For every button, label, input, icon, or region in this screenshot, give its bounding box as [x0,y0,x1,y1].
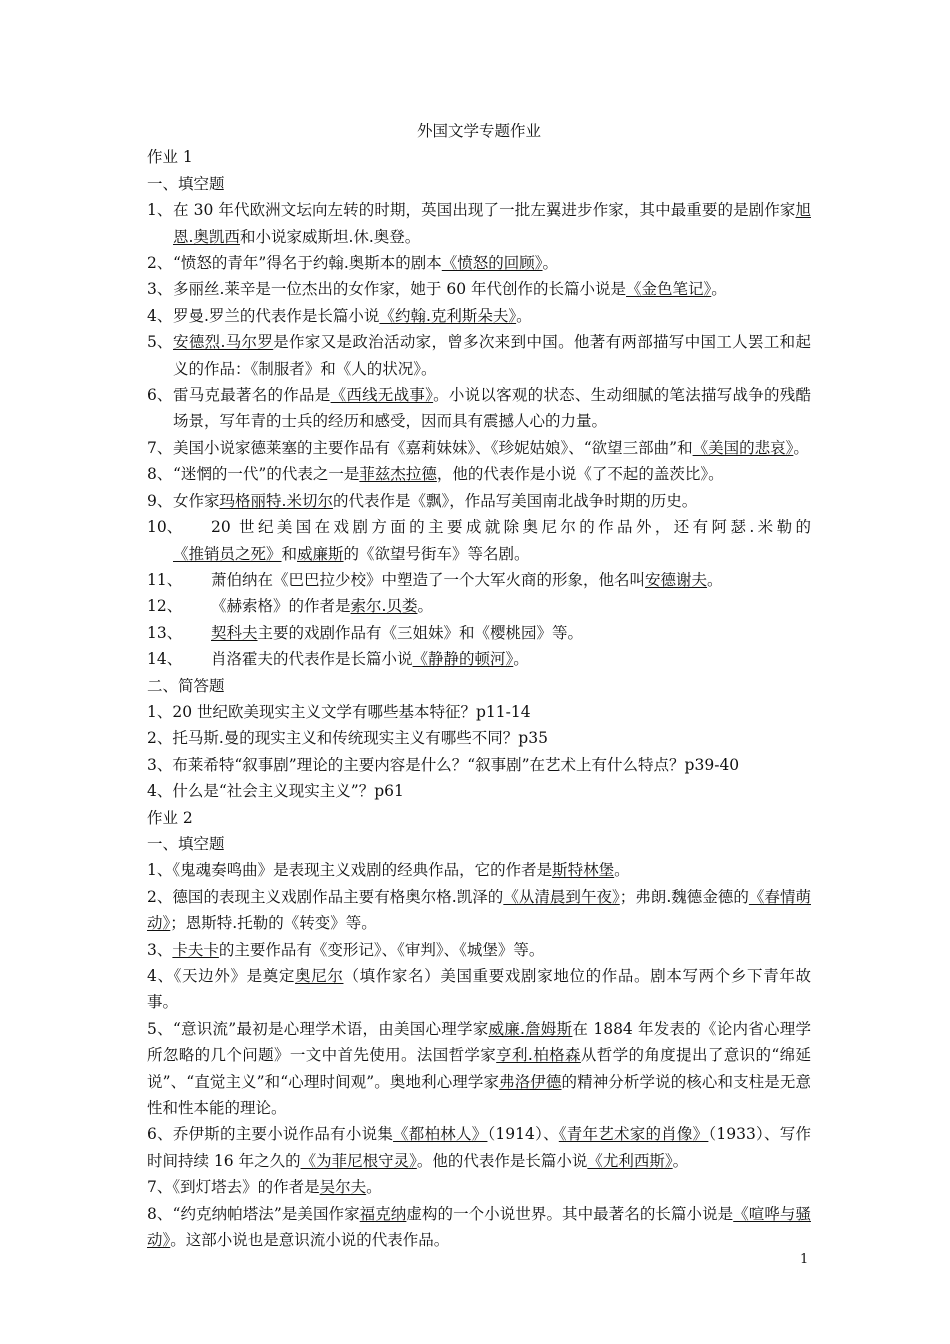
item-number: 7、 [147,438,173,457]
question-text: 萧伯纳在《巴巴拉少校》中塑造了一个大军火商的形象，他名叫 [211,570,646,589]
item-number: 14、 [147,650,183,669]
answer-text: 奥尼尔 [295,967,344,985]
answer-text: 《都柏林人》 [393,1125,488,1144]
answer-text: 菲兹杰拉德 [359,465,437,484]
answer-text: 《愤怒的回顾》 [441,254,543,273]
hw2-item-6 [147,1121,811,1174]
hw1-item-13 [147,620,811,646]
answer-text: 契科夫 [211,623,258,642]
item-number: 2、 [147,254,173,273]
answer-text: 安德谢夫 [645,570,708,589]
question-text: 。 [513,650,529,669]
hw2-item-2 [147,884,811,937]
question-text: （1914）、 [487,1125,559,1144]
question-text: 是作家又是政治活动家，曾多次来到中国。他著有两部描写中国工人罢工和起义的作品：《制服者》和《人的状况》。 [173,333,811,378]
item-number: 12、 [147,597,183,616]
question-text: 1、《鬼魂奏鸣曲》是表现主义戏剧的经典作品，它的作者是 [147,861,553,880]
homework-1-heading: 作业 1 [147,148,193,167]
question-text: ，他的代表作是小说《了不起的盖茨比》。 [436,465,724,484]
answer-text: 卡夫卡 [172,940,219,959]
question-text: 。 [711,280,727,299]
hw1-item-9 [147,488,811,514]
question-text: 美国小说家德莱塞的主要作品有《嘉莉妹妹》、《珍妮姑娘》、“欲望三部曲”和 [173,438,693,457]
hw1-item-4 [147,303,811,329]
question-text: 。 [793,438,809,457]
hw1-item-10 [147,514,811,567]
question-text: 。 [614,861,630,880]
document-body [147,118,811,1253]
question-text: “迷惘的一代”的代表之一是 [173,465,360,484]
hw2-item-8 [147,1201,811,1254]
question-text: 的代表作是《飘》，作品写美国南北战争时期的历史。 [332,491,698,510]
answer-text: 福克纳 [359,1204,407,1223]
hw2-fill-blank-list [147,857,811,1253]
answer-text: 《尤利西斯》 [587,1151,673,1170]
hw1-item-2 [147,250,811,276]
question-text: 主要的戏剧作品有《三姐妹》和《樱桃园》等。 [257,623,584,642]
question-text: 和小说家威斯坦.休.奥登。 [239,227,421,246]
answer-text: 《静静的顿河》 [412,650,514,669]
item-number: 8、 [147,465,173,484]
answer-text: 《春情萌动》 [147,887,811,933]
hw1-item-11 [147,567,811,593]
question-text: 4、《天边外》是奠定 [147,967,296,985]
answer-text: 《推销员之死》 [173,544,282,563]
question-text: 《赫索格》的作者是 [211,597,351,616]
hw1-item-1 [147,197,811,250]
question-text: “愤怒的青年”得名于约翰.奥斯本的剧本 [173,254,442,273]
answer-text: 威廉.詹姆斯 [488,1019,573,1038]
hw2-fill-blank-heading: 一、填空题 [147,834,225,853]
question-text: ；弗朗.魏德金德的 [619,887,749,906]
hw1-short-answer-heading: 二、简答题 [147,676,225,695]
document-title: 外国文学专题作业 [416,122,541,140]
answer-text: 吴尔夫 [319,1178,367,1197]
hw2-item-3 [147,937,811,963]
question-text: 2、德国的表现主义戏剧作品主要有格奥尔格.凯泽的 [147,887,504,906]
hw1-item-7 [147,435,811,461]
hw1-item-6 [147,382,811,435]
hw1-question-2: 2、托马斯.曼的现实主义和传统现实主义有哪些不同？p35 [147,729,548,748]
homework-2-heading: 作业 2 [147,808,193,827]
answer-text: 亨利.柏格森 [496,1046,581,1065]
answer-text: 《约翰.克利斯朵夫》 [379,306,517,325]
question-text: 在 1884 年发表的《论内省心理学所忽略的几个问题》一文中首先使用。法国哲学家 [147,1019,811,1065]
page-number: 1 [800,1252,809,1267]
answer-text: 安德烈.马尔罗 [173,333,274,352]
hw1-item-5 [147,329,811,382]
question-text: 。 [707,570,723,589]
question-text: 。 [516,306,532,325]
hw1-question-4: 4、什么是“社会主义现实主义”？p61 [147,782,404,801]
question-text: 。 [417,597,433,616]
answer-text: 《从清晨到午夜》 [503,887,620,906]
hw2-item-5 [147,1016,811,1122]
question-text: 8、“约克纳帕塔法”是美国作家 [147,1204,360,1223]
question-text: 。小说以客观的状态、生动细腻的笔法描写战争的残酷场景，写年青的士兵的经历和感受，因而具有震撼人心的力量。 [173,386,811,431]
question-text: 6、乔伊斯的主要小说作品有小说集 [147,1125,394,1144]
question-text: （填作家名）美国重要戏剧家地位的作品。剧本写两个乡下青年故事。 [147,967,811,1012]
question-text: 3、 [147,940,173,959]
item-number: 5、 [147,333,173,352]
hw1-question-3: 3、布莱希特“叙事剧”理论的主要内容是什么？“叙事剧”在艺术上有什么特点？p39-40 [147,755,740,774]
hw1-question-1: 1、20 世纪欧美现实主义文学有哪些基本特征？p11-14 [147,702,531,721]
item-number: 6、 [147,386,173,405]
answer-text: 《西线无战事》 [330,386,434,405]
hw2-item-4 [147,963,811,1016]
question-text: 和 [281,544,298,563]
hw1-item-8 [147,461,811,487]
item-number: 1、 [147,201,173,220]
answer-text: 玛格丽特.米切尔 [219,491,333,510]
question-text: ；恩斯特.托勒的《转变》等。 [170,914,377,933]
hw1-item-12 [147,593,811,619]
question-text: 在 30 年代欧洲文坛向左转的时期，英国出现了一批左翼进步作家，其中最重要的是剧作家 [173,201,796,220]
question-text: 肖洛霍夫的代表作是长篇小说 [211,650,413,669]
question-text: 5、“意识流”最初是心理学术语，由美国心理学家 [147,1019,489,1038]
answer-text: 索尔.贝娄 [350,597,418,616]
answer-text: 《美国的悲哀》 [692,438,794,457]
answer-text: 《为菲尼根守灵》 [300,1151,417,1170]
answer-text: 旭恩.奥凯西 [173,201,811,246]
answer-text: 斯特林堡 [552,861,615,880]
hw2-item-7 [147,1174,811,1200]
item-number: 3、 [147,280,173,299]
question-text: 。他的代表作是长篇小说 [416,1151,588,1170]
question-text: 20 世纪美国在戏剧方面的主要成就除奥尼尔的作品外，还有阿瑟.米勒的 [211,518,811,537]
answer-text: 《金色笔记》 [626,280,712,299]
question-text: 。 [542,254,559,273]
question-text: 的《欲望号街车》等名剧。 [343,544,530,563]
question-text: 从哲学的角度提出了意识的“绵延说”、“直觉主义”和“心理时间观”。奥地利心理学家 [147,1046,811,1091]
question-text: 7、《到灯塔去》的作者是 [147,1178,320,1197]
hw1-item-3 [147,276,811,302]
hw2-item-1 [147,857,811,883]
question-text: 。这部小说也是意识流小说的代表作品。 [170,1231,450,1250]
answer-text: 弗洛伊德 [499,1072,562,1091]
question-text: 虚构的一个小说世界。其中最著名的长篇小说是 [406,1204,734,1223]
question-text: （1933）、写作时间持续 16 年之久的 [147,1125,811,1170]
item-number: 11、 [147,570,183,589]
item-number: 9、 [147,491,173,510]
question-text: 多丽丝.莱辛是一位杰出的女作家，她于 60 年代创作的长篇小说是 [173,280,627,299]
question-text: 罗曼.罗兰的代表作是长篇小说 [173,306,380,325]
item-number: 10、 [147,518,183,537]
hw1-fill-blank-heading: 一、填空题 [147,174,225,193]
question-text: 。 [366,1178,382,1197]
hw1-fill-blank-list [147,197,811,672]
question-text: 女作家 [173,491,220,510]
item-number: 4、 [147,306,173,325]
answer-text: 《喧哗与骚动》 [147,1204,811,1250]
item-number: 13、 [147,623,183,642]
hw1-item-14 [147,646,811,672]
question-text: 的精神分析学说的核心和支柱是无意性和性本能的理论。 [147,1072,811,1118]
answer-text: 威廉斯 [297,544,344,563]
question-text: 雷马克最著名的作品是 [173,386,331,405]
answer-text: 《青年艺术家的肖像》 [558,1125,709,1144]
question-text: 的主要作品有《变形记》、《审判》、《城堡》等。 [218,940,545,959]
question-text: 。 [672,1151,689,1170]
